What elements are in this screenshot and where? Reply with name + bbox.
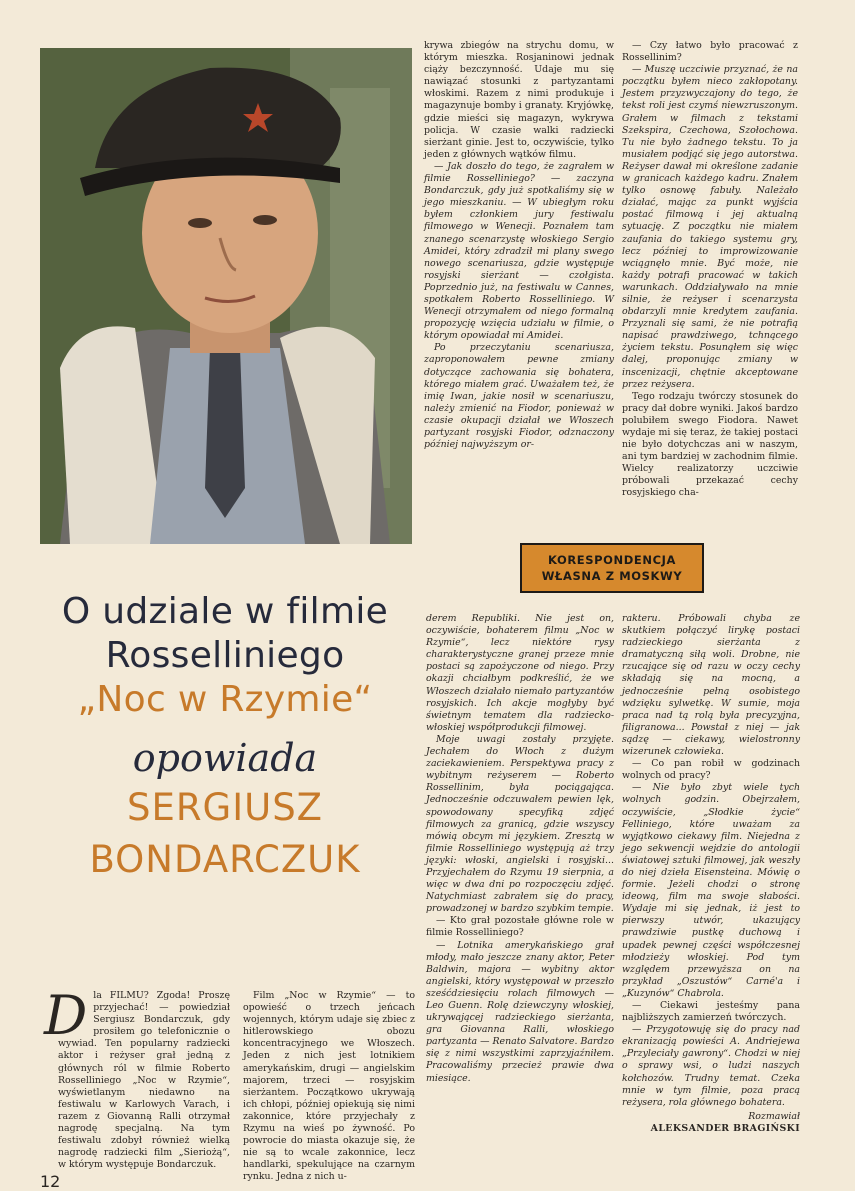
correspondence-badge xyxy=(520,543,704,593)
paragraph: Film „Noc w Rzymie“ — to opowieść o trzech jeńcach wojennych, którym udaje się zbiec z hitlerowskiego obozu koncentracyjnego we Włoszech. Jeden z nich jest lotnikiem amerykańskim, drugi — angielskim majorem, trzeci — rosyjskim sierżantem. Początkowo ukrywają ich chłopi, później opiekują się nimi zakonnice, które przyjechały z Rzymu na wieś po żywność. Po powrocie do miasta okazuje się, że nie są to wcale zakonnice, lecz handlarki, spekulujące na czarnym rynku. Jedna z nich u- xyxy=(243,990,415,1183)
portrait-photo xyxy=(40,48,412,544)
headline-line-2: Rosselliniego xyxy=(105,635,345,676)
article-column-lead xyxy=(44,984,230,1171)
paragraph: — Przygotowuję się do pracy nad ekranizacją powieści A. Andriejewa „Przyleciały gawrony“. Chodzi w niej o sprawy wsi, o ludzi naszych kołchozów. Trudny temat. Czeka mnie w tym filmie, poza pracą reżysera, rola głównego bohatera. xyxy=(622,1024,800,1108)
paragraph: Po przeczytaniu scenariusza, zaproponowałem pewne zmiany dotyczące zachowania się bohatera, którego miałem grać. Uważałem też, że imię Iwan, jakie nosił w scenariuszu, należy zmienić na Fiodor, ponieważ w czasie okupacji działał we Włoszech partyzant rosyjski Fiodor, odznaczony później najwyższym or- xyxy=(424,342,614,451)
byline-author: ALEKSANDER BRAGIŃSKI xyxy=(650,1122,800,1134)
article-column-bottom-4 xyxy=(622,613,800,1135)
byline-label: Rozmawiał xyxy=(748,1110,800,1122)
drop-cap: D xyxy=(44,984,88,1047)
paragraph: — Muszę uczciwie przyznać, że na początku byłem nieco zakłopotany. Jestem przyzwyczajony do tego, że tekst roli jest czymś niewzruszonym. Grałem w filmach z tekstami Szekspira, Czechowa, Szołochowa. Tu nie było żadnego tekstu. To ja musiałem podjąć się jego autorstwa. Reżyser dawał mi określone zadanie w granicach każdego kadru. Znałem tylko osnowę fabuły. Należało działać, mając za punkt wyjścia postać filmową i jej aktualną sytuację. Z początku nie miałem zaufania do takiego systemu gry, lecz później to improwizowanie wciągnęło mnie. Być może, nie każdy potrafi pracować w takich warunkach. Oddziaływało na mnie silnie, że reżyser i scenarzysta obdarzyli mnie kredytem zaufania. Przyznali się sami, że nie potrafią napisać prawdziwego, tchnącego życiem tekstu. Posunąłem się więc dalej, proponując zmiany w inscenizacji, chętnie akceptowane przez reżysera. xyxy=(622,64,798,390)
headline-last-name: BONDARCZUK xyxy=(89,838,361,881)
article-column-bottom-3 xyxy=(426,613,614,1085)
paragraph: — Czy łatwo było pracować z Rossellinim? xyxy=(622,40,798,64)
article-column-top-middle xyxy=(424,40,614,451)
byline xyxy=(622,1111,800,1135)
badge-line-1: KORESPONDENCJA xyxy=(547,553,677,567)
paragraph: — Lotnika amerykańskiego grał młody, mało jeszcze znany aktor, Peter Baldwin, majora — wybitny aktor angielski, który występował w przeszło sześćdziesięciu rolach filmowych — Leo Guenn. Rolę dziewczyny włoskiej, ukrywającej radzieckiego sierżanta, gra Giovanna Ralli, włoskiego partyzanta — Renato Salvatore. Bardzo się z nimi wszystkimi zaprzyjaźniłem. Pracowaliśmy przecież prawie dwa miesiące. xyxy=(426,939,614,1084)
page-number: 12 xyxy=(40,1172,61,1191)
paragraph: — Jak doszło do tego, że zagrałem w filmie Rosselliniego? — zaczyna Bondarczuk, gdy już spotkaliśmy się w jego mieszkaniu. — W ubiegłym roku byłem członkiem jury festiwalu filmowego w Wenecji. Poznałem tam znanego scenarzystę włoskiego Sergio Amidei, który zdradził mi plany swego nowego scenariusza, gdzie występuje rosyjski sierżant — czołgista. Poprzednio już, na festiwalu w Cannes, spotkałem Roberto Rosselliniego. W Wenecji otrzymałem od niego formalną propozycję wzięcia udziału w filmie, o którym opowiadał mi Amidei. xyxy=(424,160,614,342)
headline-first-name: SERGIUSZ xyxy=(126,786,324,829)
paragraph: rakteru. Próbowali chyba ze skutkiem połączyć lirykę postaci radzieckiego sierżanta z dramatyczną siłą woli. Drobne, nie rzucające się od razu w oczy cechy składają się na mocną, a jednocześnie pełną osobistego wdzięku sylwetkę. W sumie, moja praca nad tą rolą była precyzyjna, filigranowa... Powstał z niej — jak sądzę — ciekawy, wielostronny wizerunek człowieka. xyxy=(622,613,800,758)
paragraph: — Kto grał pozostałe główne role w filmie Rosselliniego? xyxy=(426,915,614,939)
paragraph: Moje uwagi zostały przyjęte. Jechałem do Włoch z dużym zaciekawieniem. Perspektywa pracy z wybitnym reżyserem — Roberto Rossellinim, była pociągająca. Jednocześnie odczuwałem pewien lęk, spowodowany specyfiką zdjęć filmowych za granicą, gdzie wszyscy mówią obcym mi językiem. Zresztą w filmie Rosselliniego występują aż trzy języki: włoski, angielski i rosyjski... Przyjechałem do Rzymu 19 sierpnia, a więc w dwa dni po rozpoczęciu zdjęć. Natychmiast zabrałem się do pracy, prowadzonej w bardzo szybkim tempie. xyxy=(426,733,614,915)
lead-paragraph: la FILMU? Zgoda! Proszę przyjechać! — powiedział Sergiusz Bondarczuk, gdy prosiłem go telefonicznie o wywiad. Ten popularny radziecki aktor i reżyser grał jedną z głównych ról w filmie Roberto Rosselliniego „Noc w Rzymie“, wyświetlanym niedawno na festiwalu w Karlowych Varach, i razem z Giovanną Ralli otrzymał nagrodę specjalną. Na tym festiwalu zdobył również wielką nagrodę radziecki film „Sieriożą“, w którym występuje Bondarczuk. xyxy=(58,990,230,1171)
article-column-top-right xyxy=(622,40,798,500)
headline-film-title: „Noc w Rzymie“ xyxy=(77,679,373,720)
article-headline xyxy=(40,590,410,886)
paragraph: derem Republiki. Nie jest on, oczywiście, bohaterem filmu „Noc w Rzymie“, lecz niektóre rysy charakterystyczne granej przeze mnie postaci są zapożyczone od niego. Przy okazji chciałbym podkreślić, że we Włoszech działało niemało partyzantów rosyjskich. Ich akcje mogłyby być świetnym tematem dla radziecko-włoskiej współprodukcji filmowej. xyxy=(426,613,614,733)
badge-line-2: WŁASNA Z MOSKWY xyxy=(541,569,683,583)
headline-verb: opowiada xyxy=(132,736,318,780)
paragraph: — Nie było zbyt wiele tych wolnych godzin. Obejrzałem, oczywiście, „Słodkie życie“ Felliniego, które uważam za wyjątkowo ciekawy film. Niejedna z jego sekwencji wejdzie do antologii światowej sztuki filmowej, jak weszły do niej dzieła Eisensteina. Mówię o formie. Jeżeli chodzi o stronę ideową, film ma swoje słabości. Wydaje mi się jednak, iż jest to pierwszy utwór, ukazujący prawdziwie pustkę duchową i upadek pewnej części współczesnej młodzieży włoskiej. Pod tym względem przewyższa on na przykład „Oszustów“ Carné'a i „Kuzynów“ Chabrola. xyxy=(622,782,800,999)
paragraph: Tego rodzaju twórczy stosunek do pracy dał dobre wyniki. Jakoś bardzo polubiłem swego Fiodora. Nawet wydaje mi się teraz, że takiej postaci nie było dotychczas ani w naszym, ani tym bardziej w zachodnim filmie. Wielcy realizatorzy uczciwie próbowali przekazać cechy rosyjskiego cha- xyxy=(622,390,798,499)
paragraph: — Ciekawi jesteśmy pana najbliższych zamierzeń twórczych. xyxy=(622,1000,800,1024)
paragraph: — Co pan robił w godzinach wolnych od pracy? xyxy=(622,758,800,782)
article-column-bottom-2 xyxy=(243,990,415,1184)
portrait-illustration xyxy=(40,48,412,544)
paragraph: krywa zbiegów na strychu domu, w którym mieszka. Rosjaninowi jednak ciąży bezczynność. Udaje mu się nawiązać stosunki z partyzantami włoskimi. Razem z nimi produkuje i magazynuje bomby i granaty. Kryjówkę, gdzie mieści się magazyn, wykrywa policja. W czasie walki radziecki sierżant ginie. Jest to, oczywiście, tylko jeden z głównych wątków filmu. xyxy=(424,40,614,160)
headline-line-1: O udziale w filmie xyxy=(61,591,389,632)
